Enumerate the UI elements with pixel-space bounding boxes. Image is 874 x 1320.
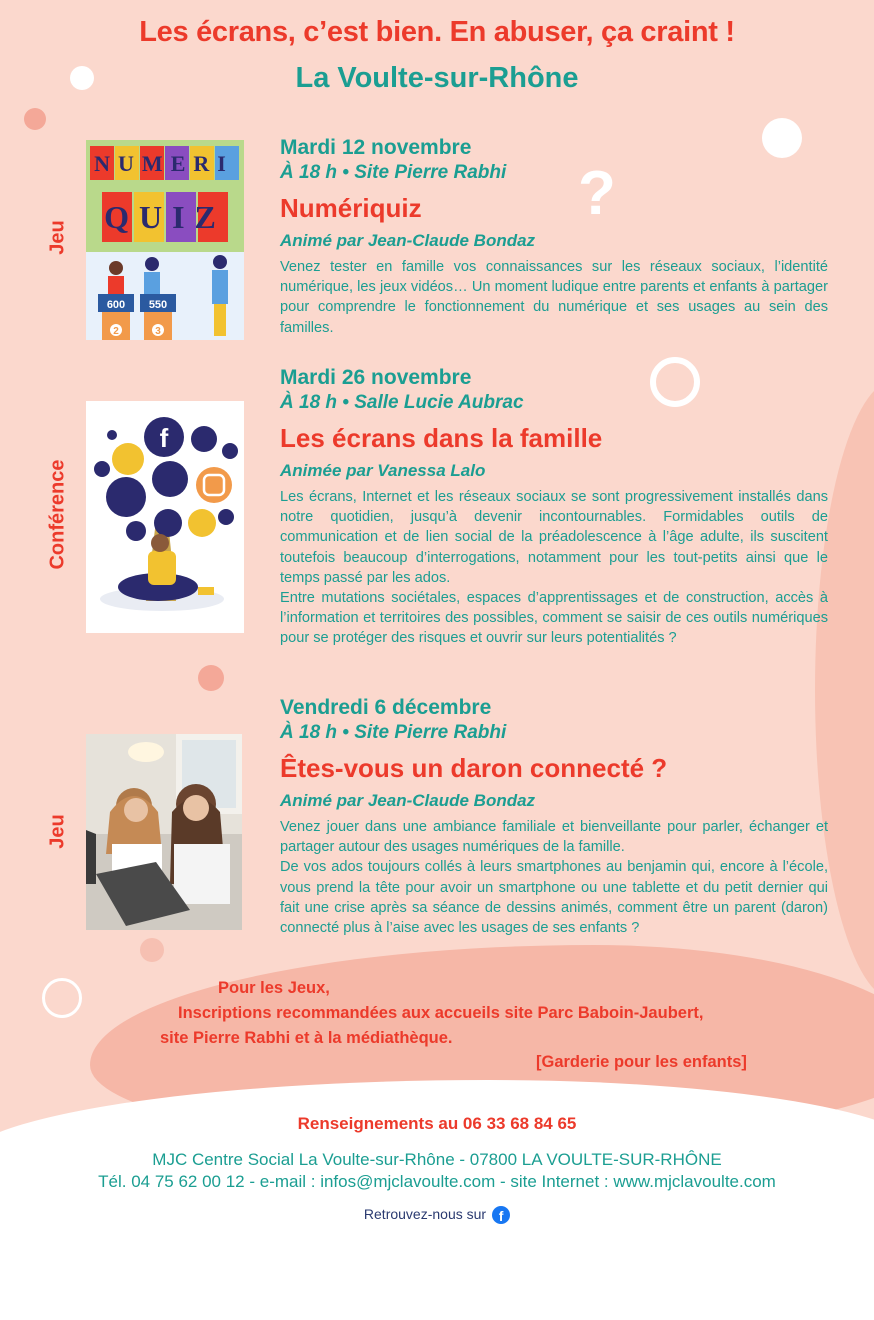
svg-text:f: f (159, 423, 169, 453)
family-laptop-photo (86, 734, 242, 930)
event-time-place: À 18 h • Site Pierre Rabhi (280, 722, 507, 743)
decor-dot (24, 108, 46, 130)
event-conference (280, 365, 828, 649)
address-info: MJC Centre Social La Voulte-sur-Rhône - 07800 LA VOULTE-SUR-RHÔNE (152, 1150, 722, 1169)
rank-right: 3 (155, 326, 161, 337)
facebook-icon[interactable]: f (492, 1206, 510, 1224)
event-time-place: À 18 h • Salle Lucie Aubrac (280, 392, 524, 413)
childcare-note: [Garderie pour les enfants] (536, 1053, 747, 1071)
rank-left: 2 (113, 326, 119, 337)
registration-line: site Pierre Rabhi et à la médiathèque. (160, 1029, 453, 1047)
decor-dot (140, 938, 164, 962)
event-description (280, 257, 828, 338)
event-title: Êtes-vous un daron connecté ? (280, 753, 668, 783)
event-description (280, 487, 828, 649)
question-mark-icon: ? (578, 159, 616, 228)
page-title: Les écrans, c’est bien. En abuser, ça craint ! (139, 16, 735, 48)
event-time-place: À 18 h • Site Pierre Rabhi (280, 162, 507, 183)
event-description (280, 817, 828, 938)
registration-line: Pour les Jeux, (218, 979, 330, 997)
phone-info: Renseignements au 06 33 68 84 65 (297, 1114, 577, 1133)
event-host: Animée par Vanessa Lalo (280, 461, 486, 480)
event-host: Animé par Jean-Claude Bondaz (280, 791, 536, 810)
follow-us-label: Retrouvez-nous sur (363, 1206, 487, 1222)
event-description-paragraph: Venez tester en famille vos connaissances sur les réseaux sociaux, l’identité numérique, les jeux vidéos… Un moment ludique entre parents et enfants à partager pour comprendre le fonctionnement du numérique et ses usages au sein des familles. (280, 259, 828, 336)
decor-dot (198, 665, 224, 691)
location-title: La Voulte-sur-Rhône (295, 62, 579, 94)
event-date: Mardi 12 novembre (280, 136, 472, 159)
event-numeriquiz (280, 135, 828, 338)
web-contact-info: Tél. 04 75 62 00 12 - e-mail : infos@mjclavoulte.com - site Internet : www.mjclavoulte.com (98, 1172, 776, 1191)
category-label: Jeu (46, 814, 69, 849)
event-date: Mardi 26 novembre (280, 366, 472, 389)
event-title: Les écrans dans la famille (280, 423, 603, 453)
numeriquiz-image (86, 140, 244, 340)
event-description-paragraph: Venez jouer dans une ambiance familiale et bienveillante pour parler, échanger et partager autour des usages numériques de la famille. (280, 819, 828, 856)
event-date: Vendredi 6 décembre (280, 696, 492, 719)
category-label: Conférence (46, 459, 69, 570)
social-media-illustration (86, 401, 244, 633)
follow-us (0, 1206, 874, 1224)
score-right: 550 (148, 299, 168, 311)
event-daron-connecte (280, 695, 828, 938)
quiz-word-bottom: QUIZ (104, 199, 226, 235)
category-label: Jeu (46, 220, 69, 255)
quiz-word-top: NUMERI (94, 151, 234, 176)
event-description-paragraph: De vos ados toujours collés à leurs smartphones au benjamin qui, encore à l’école, vous prend la tête pour avoir un smartphone ou une tablette et du petit dernier qui fait une crise après sa séance de dessins animés, comment être un parent (daron) connecté plus à l’aise avec les usages de ses enfants ? (280, 859, 828, 937)
event-description-paragraph: Entre mutations sociétales, espaces d’apprentissages et de construction, accès à l’information et territoires des possibles, comment se saisir de ces outils numériques pour se protéger des risques et ouvrir sur leurs potentialités ? (280, 590, 828, 647)
event-description-paragraph: Les écrans, Internet et les réseaux sociaux se sont progressivement installés dans notre quotidien, jusqu’à devenir incontournables. Formidables outils de communication et de lien social de la préadolescence à l’âge adulte, ils suscitent toutefois beaucoup d’interrogations, notamment pour les tout-petits ainsi que le temps passé par les ados. (280, 489, 828, 586)
registration-line: Inscriptions recommandées aux accueils site Parc Baboin-Jaubert, (178, 1004, 704, 1022)
decor-ring (42, 978, 82, 1018)
event-host: Animé par Jean-Claude Bondaz (280, 231, 536, 250)
event-title: Numériquiz (280, 193, 422, 223)
score-left: 600 (106, 299, 126, 311)
